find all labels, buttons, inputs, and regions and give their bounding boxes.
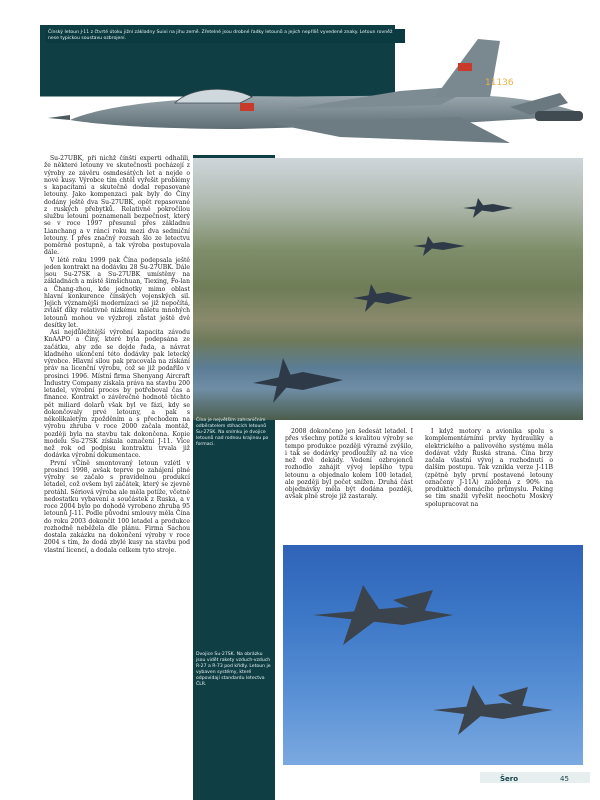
bottom-photo-caption: Dvojice Su-27SK. Na obrázku jsou vidět rakety vzduch-vzduch R-27 a R-73 pod křídly. Letoun je vybaven systémy, které odpovídají standardu letectva ČLR. — [196, 652, 271, 687]
text-column-middle — [285, 428, 413, 540]
text-column-left — [44, 155, 190, 795]
paragraph: 2008 dokončeno jen šedesát letadel. I přes všechny potíže s kvalitou výroby se tempo produkce později výrazně zvýšilo, i tak se dodávky prodloužily až na více než dvě dekády. Vedení ozbrojenců rozhodlo zahájit vývoj lepšího typu letounu a objednalo kolem 100 letadel, ale později byl počet snížen. Druhá část objednávky měla být dodána později, avšak plně stroje již zastaraly. — [285, 428, 413, 501]
middle-photo-caption: Čína je největším zahraničním odběratelem stíhacích letounů Su-27SK. Na snímku je dvojice letounů nad rodnou krajinou po formaci. — [196, 418, 269, 447]
paragraph: V létě roku 1999 pak Čína podepsala ještě jeden kontrakt na dodávku 28 Su-27UBK. Dále jsou Su-27SK a Su-27UBK umístěny na základnách a místě šimšichuan, Tiexing, Fo-lan a Čhang-zhou, kde jednotky mimo oblast hlavní konkurence čínských vojenských sil. Jejich významější modernizaci se již nepočítá, zvlášť díky relativně nízkému náletu mnohých letounů mohou ve výzbroji zůstat ještě dvě desítky let. — [44, 256, 190, 329]
paragraph: I když motory a avionika spolu s komplementárními prvky hydrauliky a elektrického a palivového systému měla dodávat vždy Ruská strana. Čína brzy začala vlastní vývoj a rozhodnutí o dalším postupu. Tak vznikla verze J-11B (zpětně byly první postavené letouny označeny J-11A) založená z 90% na produktech domácího průmyslu. Peking se tím snažil vyřešit neochotu Moskvy spolupracovat na — [425, 428, 553, 508]
top-photo-caption: Čínský letoun J-11 z čtvrté útoku jižní základny Suixi na jihu země. Zřetelné jsou drobné řadky letounů a jejich nepříliš vyvedené znaky. Letoun rovněž nese typickou soustavu ozbrojení. — [45, 29, 405, 43]
paragraph: První vČíně smontovaný letoun vzlétl v prosinci 1998, avšak teprve po zahájení plné výroby se začalo s pravidelnou produkcí letadel, což ovšem byl začátek, který se zjevně protáhl. Sériová výroba ale měla potíže, včetně nedostatku vybavení a součástek z Ruska, a v roce 2004 bylo po dohodě vyrobeno zhruba 95 letounů J-11. Podle původní smlouvy měla Čína do roku 2003 dokončit 100 letadel a produkce rozhodně neběžela dle plánu. Firma Sachou dostala zakázku na dokončení výroby v roce 2004 s tím, že dodá zbylé kusy na stavbu pod vlastní licencí, a dodala celkem tyto stroje. — [44, 459, 190, 554]
paragraph: Asi nejdůležitější výrobní kapacita závodu KnAAPO a Číny, které byla podepsána ze začátku, aby zde se dojde řada, a návrat kladného ukončení této dodávky pak letecký výrobce. Hlavní silou pak pracovala na získání práv na licenční výrobu, což se již podařilo v prosinci 1996. Místní firma Shenyang Aircraft Industry Company získala práva na stavbu 200 letadel, výrobní proces by potřeboval čas a finance. Kontrakt o závěrečné hodnotě těchto pět miliard dolarů však byl ve fázi, kdy se dokončovaly prvé letouny, a pak s několikaletým zpožděním a s přechodem na výrobu zhruba v roce 2000 začala montáž, později byla na stavbu tak dokončena. Kopie modelu Su-27SK získala označení J-11. Více než rok od podpisu kontraktu trvala již dodávka výrobní dokumentace. — [44, 329, 190, 460]
text-column-right — [425, 428, 553, 540]
magazine-brand: Šero — [500, 775, 519, 783]
jets-in-sky-illustration — [283, 545, 583, 765]
formation-illustration — [193, 158, 583, 420]
page-number: 45 — [560, 775, 569, 783]
footer-band — [480, 772, 590, 783]
tail-number: 11136 — [485, 78, 514, 88]
paragraph: Su-27UBK, při nichž čínští experti odhalili, že některé letouny ve skutečnosti pocházejí z výroby ze závěru osmdesátých let a nejde o nové kusy. Výrobce tím chtěl vyřešit problémy s kapacitami a skutečně dodal repasované letouny. Jako kompenzaci pak byly do Číny dodány ještě dva Su-27UBK, opět repasované z ruských přebytků. Relativně pokročilou službu letouni poznamenali bezpečnost, který se v roce 1997 přesunul přes základnu Lianchang a v ránci roku mezi dva sedmiční letouny. I přes značný rozsah šlo ze letectvu poměrně postupně, a tak výroba postupovala dále. — [44, 155, 190, 257]
sky-jets-photo — [283, 545, 583, 765]
jet-photo-top — [40, 25, 590, 155]
aerial-formation-photo — [193, 158, 583, 420]
fighter-jet-illustration — [40, 25, 590, 155]
